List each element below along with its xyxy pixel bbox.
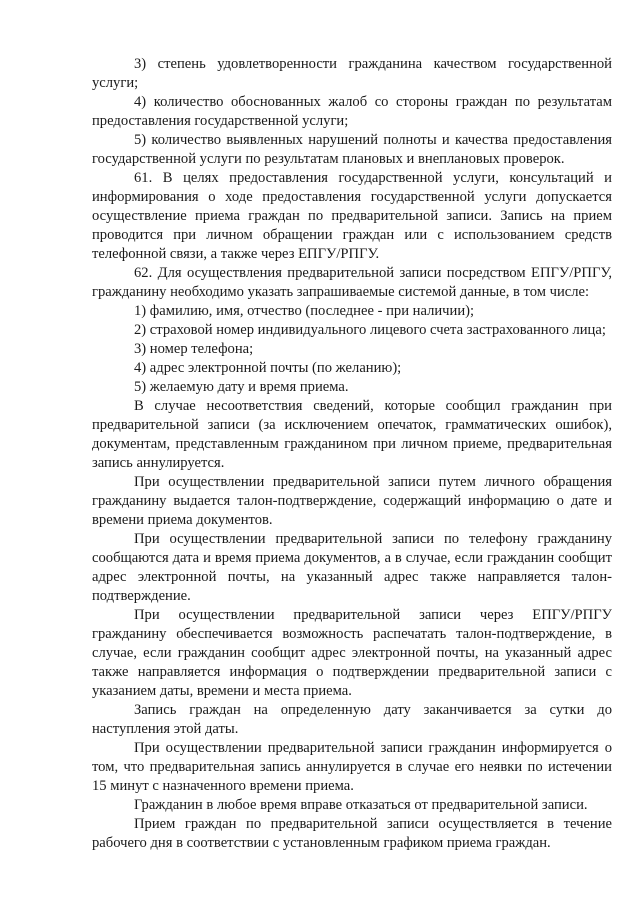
document-page (92, 55, 612, 853)
paragraph-personal-visit: При осуществлении предварительной записи путем личного обращения гражданину выдается талон-подтверждение, содержащий информацию о дате и времени приема документов. (92, 474, 612, 528)
list-item-email: 4) адрес электронной почты (по желанию); (134, 360, 402, 376)
paragraph-61: 61. В целях предоставления государственной услуги, консультаций и информирования о ходе предоставления государственной услуги допускается осуществление приема граждан по предварительной записи. Запись на прием проводится при личном обращении граждан или с использованием средств телефонной связи, а также через ЕПГУ/РПГУ. (92, 170, 612, 262)
list-item-snils: 2) страховой номер индивидуального лицевого счета застрахованного лица; (134, 322, 606, 338)
paragraph-phone-booking: При осуществлении предварительной записи по телефону гражданину сообщаются дата и время приема документов, а в случае, если гражданин сообщит адрес электронной почты, на указанный адрес также направляется талон-подтверждение. (92, 531, 612, 604)
paragraph-item-4-complaints: 4) количество обоснованных жалоб со стороны граждан по результатам предоставления государственной услуги; (92, 94, 612, 129)
list-item-full-name: 1) фамилию, имя, отчество (последнее - при наличии); (134, 303, 475, 319)
paragraph-epgu-booking: При осуществлении предварительной записи через ЕПГУ/РПГУ гражданину обеспечивается возможность распечатать талон-подтверждение, в случае, если гражданин сообщит адрес электронной почты, на указанный адрес также направляется информация о подтверждении предварительной записи с указанием даты, времени и места приема. (92, 607, 612, 699)
paragraph-cancel-right: Гражданин в любое время вправе отказаться от предварительной записи. (134, 797, 588, 813)
paragraph-no-show: При осуществлении предварительной записи гражданин информируется о том, что предварительная запись аннулируется в случае его неявки по истечении 15 минут с назначенного времени приема. (92, 740, 612, 794)
paragraph-item-5-violations: 5) количество выявленных нарушений полноты и качества предоставления государственной услуги по результатам плановых и внеплановых проверок. (92, 132, 612, 167)
paragraph-reception-schedule: Прием граждан по предварительной записи осуществляется в течение рабочего дня в соответствии с установленным графиком приема граждан. (92, 816, 612, 851)
paragraph-mismatch: В случае несоответствия сведений, которые сообщил гражданин при предварительной записи (за исключением опечаток, грамматических ошибок), документам, представленным гражданином при личном приеме, предварительная запись аннулируется. (92, 398, 612, 471)
paragraph-62: 62. Для осуществления предварительной записи посредством ЕПГУ/РПГУ, гражданину необходимо указать запрашиваемые системой данные, в том числе: (92, 265, 612, 300)
list-item-date-time: 5) желаемую дату и время приема. (134, 379, 349, 395)
list-item-phone: 3) номер телефона; (134, 341, 254, 357)
paragraph-booking-deadline: Запись граждан на определенную дату заканчивается за сутки до наступления этой даты. (92, 702, 612, 737)
paragraph-item-3-satisfaction: 3) степень удовлетворенности гражданина качеством государственной услуги; (92, 56, 612, 91)
